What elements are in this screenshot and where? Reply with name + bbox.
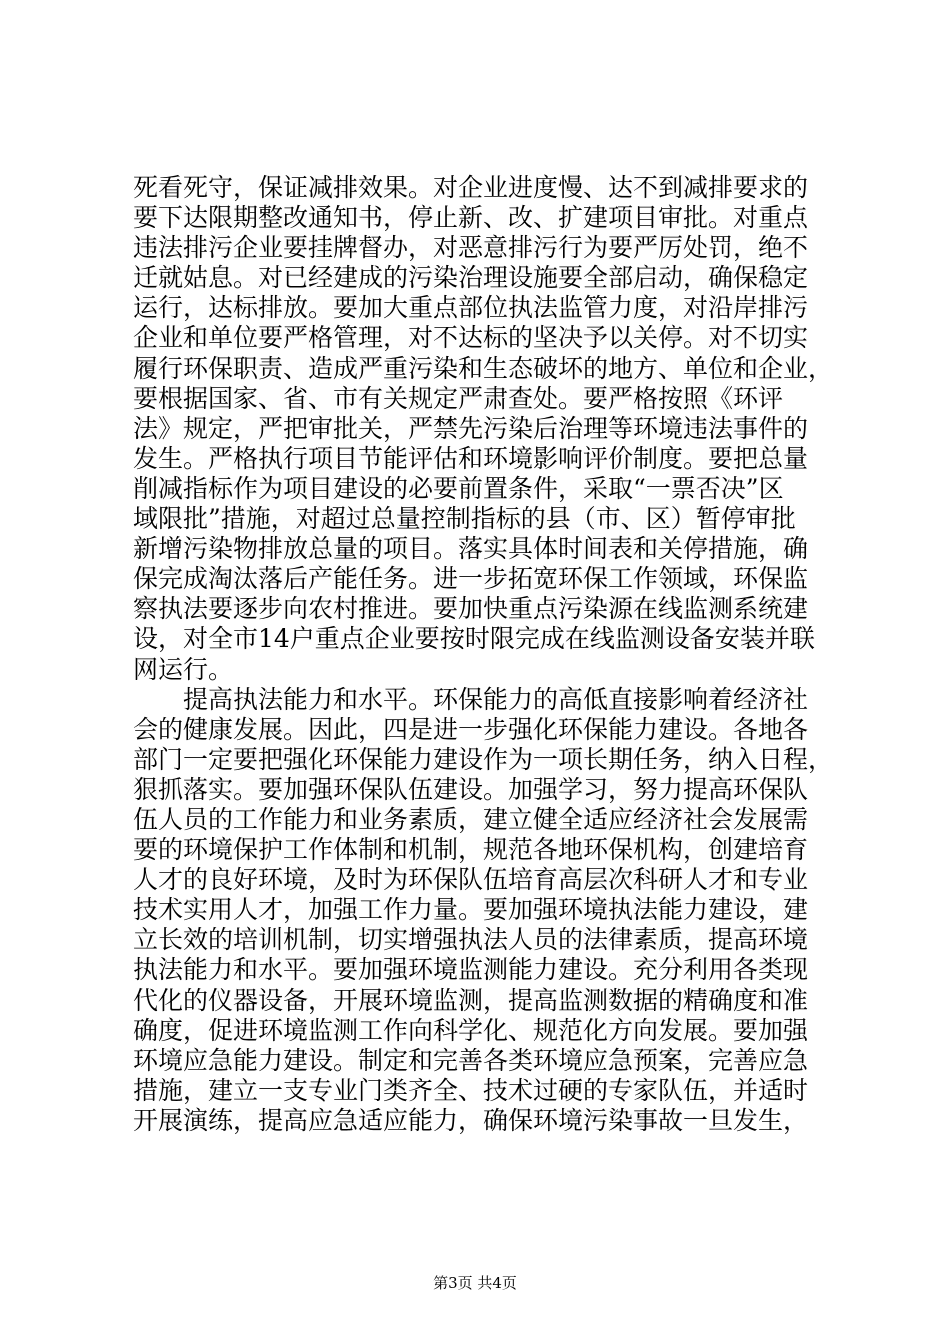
text-line: 违法排污企业要挂牌督办，对恶意排污行为要严厉处罚，绝不 — [133, 233, 809, 263]
text-line: 死看死守，保证减排效果。对企业进度慢、达不到减排要求的 — [133, 173, 809, 202]
text-line: 要根据国家、省、市有关规定严肃查处。要严格按照《环评 — [133, 383, 784, 413]
page-footer: 第3页 共4页 — [433, 1274, 517, 1292]
text-line: 环境应急能力建设。制定和完善各类环境应急预案，完善应急 — [133, 1045, 809, 1075]
text-line: 法》规定，严把审批关，严禁先污染后治理等环境违法事件的 — [133, 413, 809, 443]
text-line: 技术实用人才，加强工作力量。要加强环境执法能力建设，建 — [133, 895, 809, 925]
text-line: 履行环保职责、造成严重污染和生态破坏的地方、单位和企业， — [133, 353, 834, 383]
text-line: 伍人员的工作能力和业务素质，建立健全适应经济社会发展需 — [133, 804, 809, 834]
text-line: 设，对全市14户重点企业要按时限完成在线监测设备安装并联 — [133, 624, 815, 654]
text-line: 削减指标作为项目建设的必要前置条件，采取“一票否决”区 — [133, 473, 784, 503]
body-text — [133, 173, 833, 1136]
text-line: 运行，达标排放。要加大重点部位执法监管力度，对沿岸排污 — [133, 293, 809, 323]
text-line: 要的环境保护工作体制和机制，规范各地环保机构，创建培育 — [133, 835, 809, 865]
text-line: 狠抓落实。要加强环保队伍建设。加强学习，努力提高环保队 — [133, 774, 809, 804]
text-line: 发生。严格执行项目节能评估和环境影响评价制度。要把总量 — [133, 443, 809, 473]
text-line: 立长效的培训机制，切实增强执法人员的法律素质，提高环境 — [133, 925, 809, 955]
text-line: 部门一定要把强化环保能力建设作为一项长期任务，纳入日程， — [133, 744, 834, 774]
text-line: 域限批”措施，对超过总量控制指标的县（市、区）暂停审批 — [133, 504, 796, 534]
text-line: 察执法要逐步向农村推进。要加快重点污染源在线监测系统建 — [133, 594, 809, 624]
text-line: 措施，建立一支专业门类齐全、技术过硬的专家队伍，并适时 — [133, 1075, 809, 1105]
text-line: 代化的仪器设备，开展环境监测，提高监测数据的精确度和准 — [133, 985, 809, 1015]
text-line: 要下达限期整改通知书，停止新、改、扩建项目审批。对重点 — [133, 203, 809, 233]
text-line: 开展演练，提高应急适应能力，确保环境污染事故一旦发生， — [133, 1105, 809, 1135]
text-line: 保完成淘汰落后产能任务。进一步拓宽环保工作领域，环保监 — [133, 564, 809, 594]
text-line: 提高执法能力和水平。环保能力的高低直接影响着经济社 — [133, 684, 809, 714]
text-line: 迁就姑息。对已经建成的污染治理设施要全部启动，确保稳定 — [133, 263, 809, 293]
text-line: 新增污染物排放总量的项目。落实具体时间表和关停措施，确 — [133, 534, 809, 564]
text-line: 企业和单位要严格管理，对不达标的坚决予以关停。对不切实 — [133, 323, 809, 353]
text-line: 人才的良好环境，及时为环保队伍培育高层次科研人才和专业 — [133, 865, 809, 895]
text-line: 会的健康发展。因此，四是进一步强化环保能力建设。各地各 — [133, 714, 809, 744]
text-line: 确度，促进环境监测工作向科学化、规范化方向发展。要加强 — [133, 1015, 809, 1045]
text-line: 网运行。 — [133, 654, 234, 684]
text-line: 执法能力和水平。要加强环境监测能力建设。充分利用各类现 — [133, 955, 809, 985]
